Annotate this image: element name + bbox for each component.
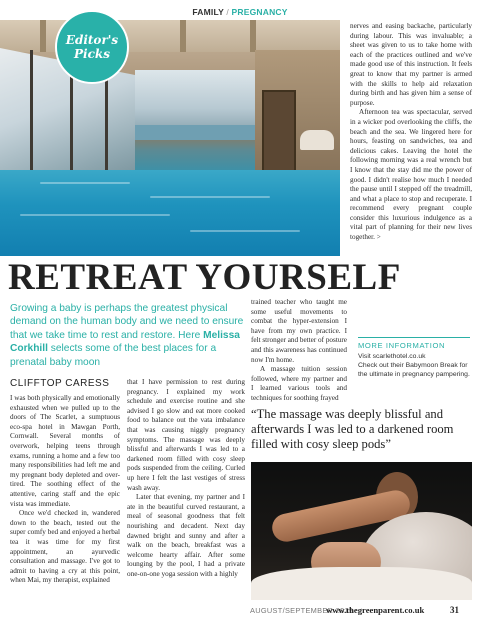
photo-towel bbox=[251, 567, 472, 600]
body-column-1 bbox=[10, 378, 120, 586]
article-title: RETREAT YOURSELF bbox=[8, 257, 401, 298]
paragraph: Once we'd checked in, wandered down to the beach, tested out the super comfy bed and enjoyed a herbal tea it was time for my first appointment, an ayurvedic consultation and massage. I've got to admit to having a cry at this point, when Mai, my therapist, explained bbox=[10, 509, 120, 585]
body-column-3 bbox=[251, 298, 347, 404]
info-website: Visit scarlethotel.co.uk bbox=[358, 353, 426, 360]
water-ripple bbox=[20, 214, 170, 216]
section-name: FAMILY bbox=[192, 7, 224, 17]
paragraph: Later that evening, my partner and I ate in the beautiful curved restaurant, a meal of seasonal goodness that felt nourishing and decadent. Next day dawned bright and sunny and after a walk on the beach, breakfast was a welcome hearty affair. After some lounging by the pool, I had a private one-on-one yoga session with a highly bbox=[127, 493, 245, 578]
paragraph: Afternoon tea was spectacular, served in a wicker pod overlooking the cliffs, the beach and the sea. We lingered here for hours, feasting on sandwiches, tea and delicious cakes. Leaving the hotel the following morning was a real wrench but I know that the stay did me the power of good. I didn't realise how much I needed the pause until I stepped off the treadmill, and what a place to stop and recuperate. I recommend every pregnant couple consider this luxurious indulgence as a vital part of planning for their new lives together. > bbox=[350, 108, 472, 242]
water-ripple bbox=[150, 196, 270, 198]
paragraph: nerves and easing backache, particularly during labour. This was invaluable; a sheet was given to us to take home with each of the practices outlined and we've made good use of this instruction. It feels great to know that my partner is armed with the skills to help aid relaxation during birth and has given him a sense of purpose. bbox=[350, 22, 472, 107]
wooden-door bbox=[262, 90, 296, 180]
ceiling-beam bbox=[250, 20, 256, 52]
pod-chair bbox=[300, 130, 334, 150]
subhead: CLIFFTOP CARESS bbox=[10, 378, 110, 389]
standfirst-text-end: selects some of the best places for a prenatal baby moon bbox=[10, 343, 217, 368]
paragraph: trained teacher who taught me some useful movements to combat the hyper-extension I have from my own practice. I felt stronger and better of posture and this awareness has continued now I'm home. bbox=[251, 298, 347, 364]
right-column-text bbox=[350, 22, 472, 243]
massage-photo bbox=[251, 462, 472, 600]
subsection-name: PREGNANCY bbox=[231, 7, 288, 17]
water-ripple bbox=[40, 182, 130, 184]
page-footer bbox=[0, 606, 480, 620]
badge-line-1: Editor's bbox=[65, 33, 119, 47]
more-information-box bbox=[358, 337, 470, 380]
info-details: Check out their Babymoon Break for the ultimate in pregnancy pampering. bbox=[358, 362, 470, 379]
author-name: Melissa Corkhill bbox=[10, 329, 240, 355]
editors-picks-badge bbox=[55, 10, 129, 84]
sea-view bbox=[135, 125, 255, 140]
section-separator: / bbox=[226, 7, 229, 17]
issue-date: AUGUST/SEPTEMBER 2019 bbox=[250, 606, 354, 615]
ceiling-beam bbox=[180, 20, 186, 52]
paragraph: I was both physically and emotionally exhausted when we pulled up to the doors of The Scarlet, a sumptuous eco-spa hotel in Mawgan Porth, Cornwall. Several months of overwork, helping teens through exams, running a home and a few too many responsibilities had left me and my pregnant body depleted and over-tired. The soothing effect of the attentive, caring staff and the epic vista was immediate. bbox=[10, 394, 120, 508]
badge-line-2: Picks bbox=[74, 47, 110, 61]
pool-photo bbox=[0, 20, 340, 256]
paragraph: A massage tuition session followed, where my partner and I learned various tools and techniques for soothing frayed bbox=[251, 365, 347, 402]
standfirst-text: Growing a baby is perhaps the greatest physical demand on the human body and we need to ensure that we take time to rest and restore. Here bbox=[10, 303, 244, 341]
standfirst bbox=[10, 302, 245, 369]
paragraph: that I have permission to rest during pregnancy. I explained my work schedule and exercise routine and she advised I go slow and eat more cooked food to balance out the vata imbalance that was causing niggly pregnancy symptoms. The massage was deeply blissful and afterwards I was led to a darkened room filled with cosy sleep pods suspended from the ceiling. Curled up here I felt the last vestiges of stress wash away. bbox=[127, 378, 245, 492]
pull-quote: “The massage was deeply blissful and afterwards I was led to a darkened room filled with cosy sleep pods” bbox=[251, 407, 454, 451]
page-number: 31 bbox=[450, 605, 459, 615]
pool-ceiling bbox=[0, 20, 340, 52]
pool-water bbox=[0, 170, 340, 256]
body-column-2 bbox=[127, 378, 245, 579]
water-ripple bbox=[190, 230, 300, 232]
ceiling-beam bbox=[40, 20, 46, 52]
info-heading: MORE INFORMATION bbox=[358, 337, 470, 350]
footer-url: www.thegreenparent.co.uk bbox=[326, 605, 425, 615]
